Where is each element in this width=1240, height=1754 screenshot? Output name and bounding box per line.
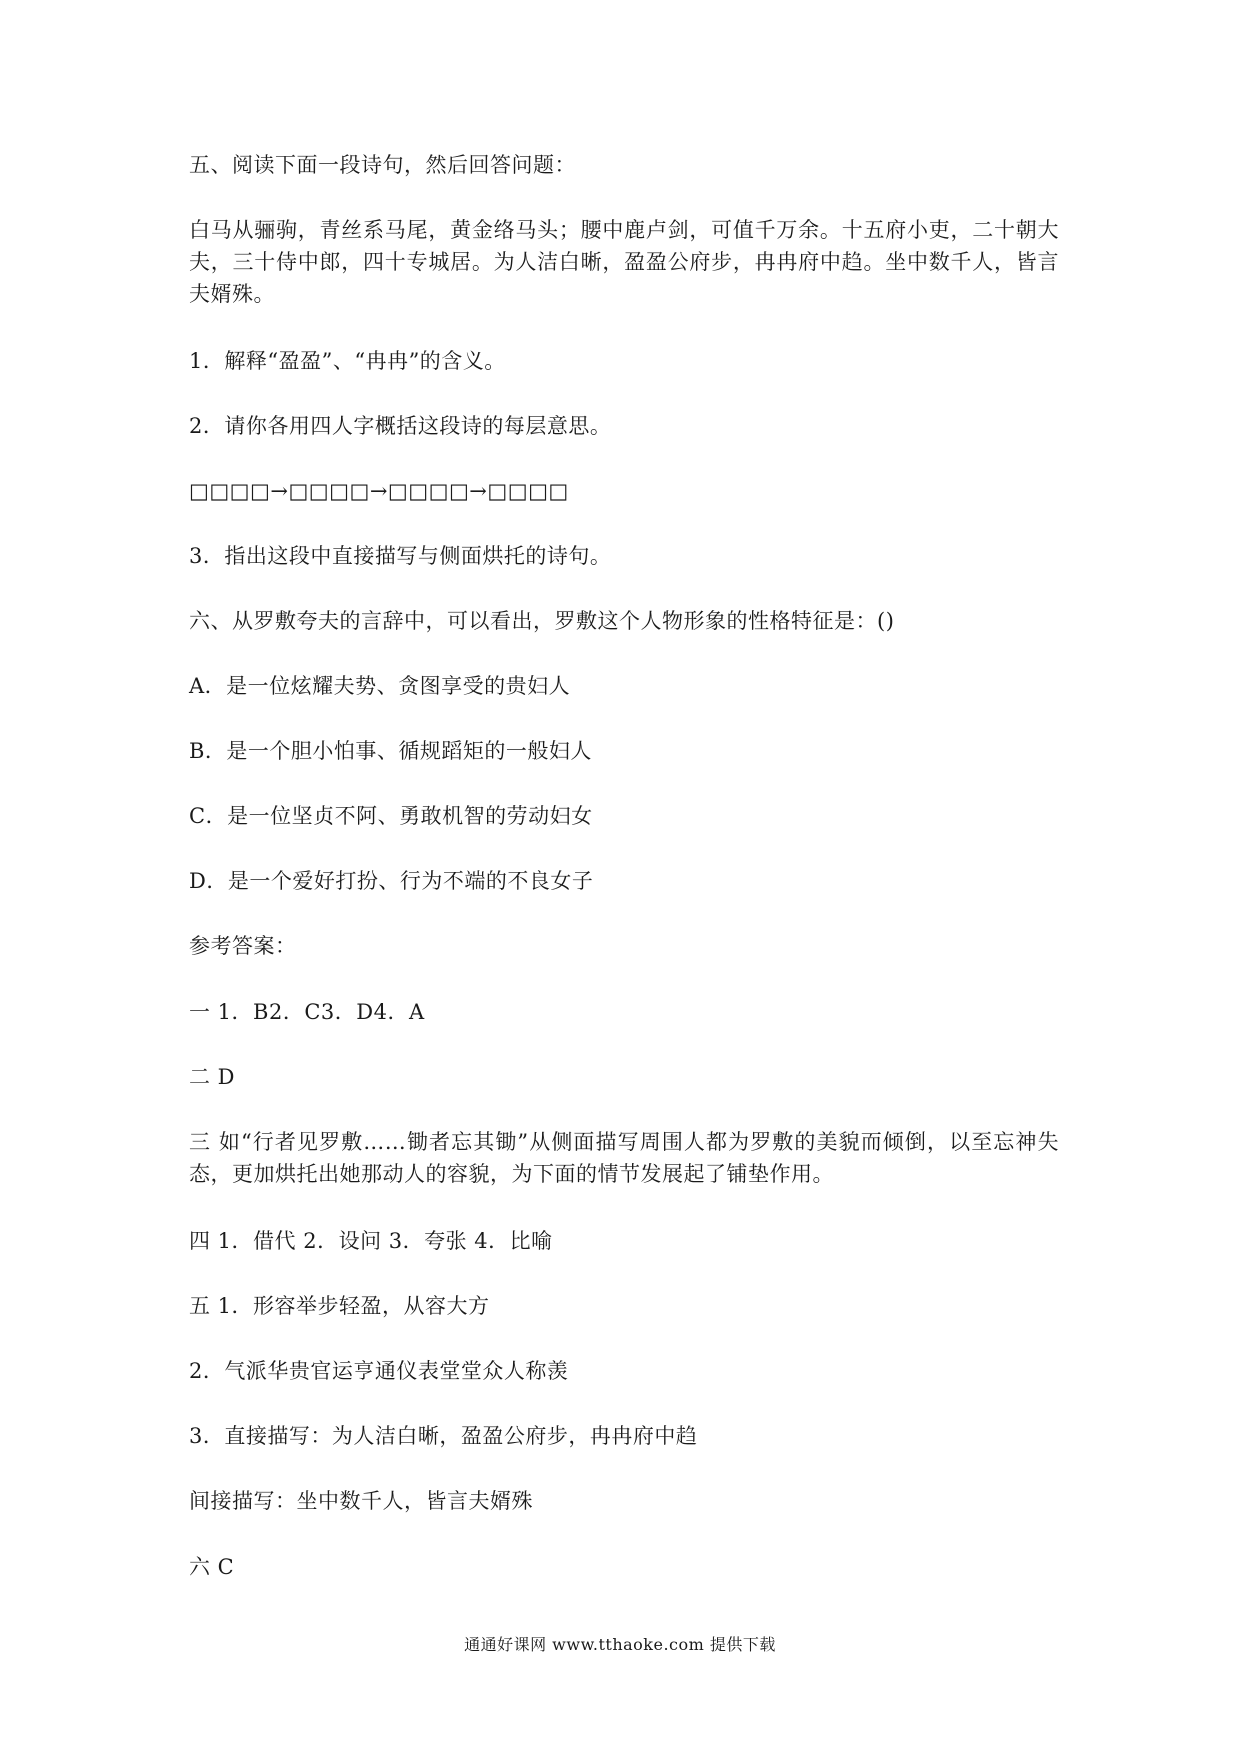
answers-heading: 参考答案： [189, 934, 297, 958]
answer-5-1: 五 1．形容举步轻盈，从容大方 [189, 1294, 490, 1318]
poem-text: 白马从骊驹，青丝系马尾，黄金络马头；腰中鹿卢剑，可值千万余。十五府小吏，二十朝大夫，三十侍中郎，四十专城居。为人洁白晰，盈盈公府步，冉冉府中趋。坐中数千人，皆言夫婿殊。 [189, 218, 1059, 306]
answer-5-2: 2．气派华贵官运亨通仪表堂堂众人称羡 [189, 1359, 569, 1383]
question-2: 2．请你各用四人字概括这段诗的每层意思。 [189, 414, 612, 438]
answer-5-3: 3．直接描写：为人洁白晰，盈盈公府步，冉冉府中趋 [189, 1424, 698, 1448]
answer-4: 四 1．借代 2．设问 3．夸张 4．比喻 [189, 1229, 553, 1253]
question-1: 1．解释“盈盈”、“冉冉”的含义。 [189, 349, 506, 373]
answer-3: 三 如“行者见罗敷……锄者忘其锄”从侧面描写周围人都为罗敷的美貌而倾倒，以至忘神失态，更加烘托出她那动人的容貌，为下面的情节发展起了铺垫作用。 [189, 1130, 1059, 1186]
answer-1: 一 1．B2．C3．D4．A [189, 1000, 425, 1024]
answer-5-4: 间接描写：坐中数千人，皆言夫婿殊 [189, 1489, 533, 1513]
answer-boxes: □□□□→□□□□→□□□□→□□□□ [189, 479, 569, 503]
option-a: A．是一位炫耀夫势、贪图享受的贵妇人 [189, 674, 571, 698]
question-3: 3．指出这段中直接描写与侧面烘托的诗句。 [189, 544, 612, 568]
option-b: B．是一个胆小怕事、循规蹈矩的一般妇人 [189, 739, 592, 763]
page-footer: 通通好课网 www.tthaoke.com 提供下载 [464, 1635, 776, 1654]
section5-heading: 五、阅读下面一段诗句，然后回答问题： [189, 153, 576, 177]
answer-6: 六 C [189, 1555, 235, 1579]
option-c: C．是一位坚贞不阿、勇敢机智的劳动妇女 [189, 804, 593, 828]
section6-heading: 六、从罗敷夸夫的言辞中，可以看出，罗敷这个人物形象的性格特征是：() [189, 609, 895, 633]
answer-2: 二 D [189, 1065, 236, 1089]
option-d: D．是一个爱好打扮、行为不端的不良女子 [189, 869, 594, 893]
